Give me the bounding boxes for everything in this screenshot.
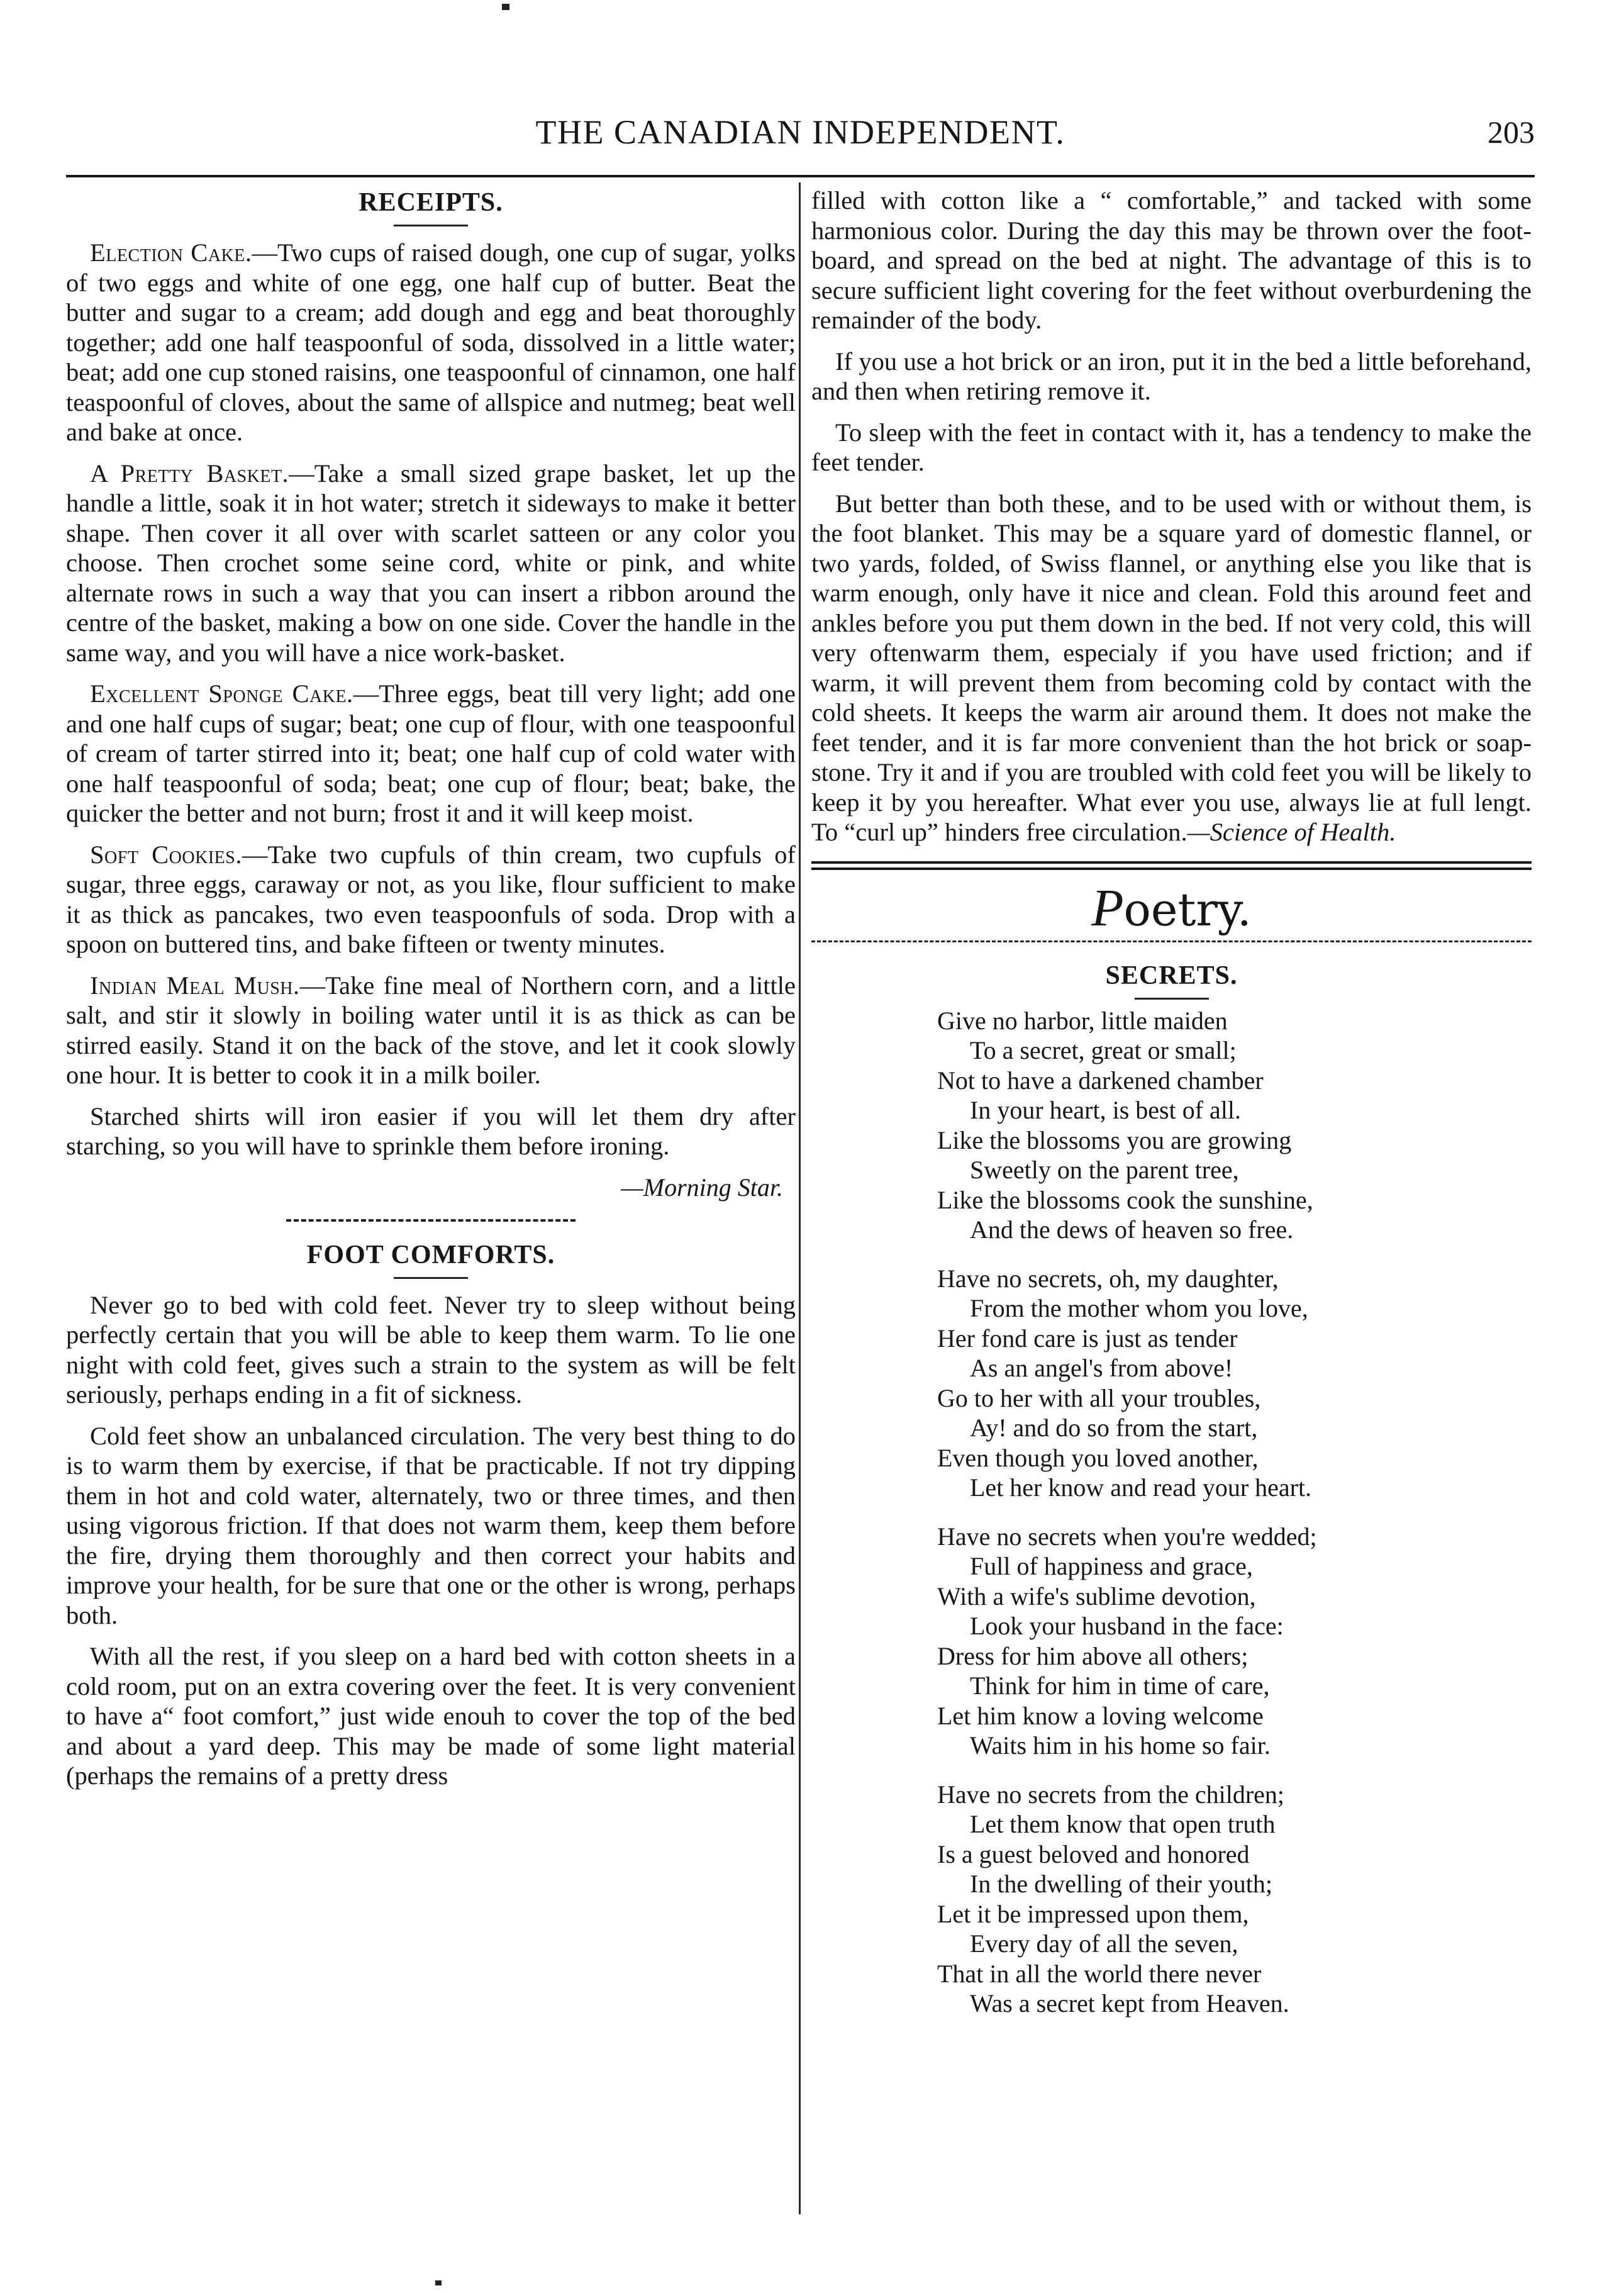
receipts-credit: —Morning Star. bbox=[621, 1173, 783, 1202]
poetry-rule bbox=[811, 940, 1532, 942]
double-rule-bottom bbox=[811, 868, 1532, 870]
print-speck bbox=[435, 2280, 442, 2285]
foot-comforts-heading: FOOT COMFORTS. bbox=[306, 1240, 555, 1269]
poem-line: Think for him in time of care, bbox=[970, 1671, 1270, 1700]
receipts-heading: RECEIPTS. bbox=[359, 188, 503, 217]
poem-line: Have no secrets from the children; bbox=[937, 1780, 1285, 1809]
recipe-soft-cookies: Soft Cookies.—Take two cupfuls of thin cream, two cupfuls of sugar, three eggs, caraway or not, as you like, flour sufficient to make it as thick as pancakes, two even teaspoonfuls of soda. Drop with a spoon on buttered tins, and bake fifteen or twenty minutes. bbox=[66, 840, 796, 958]
header-rule bbox=[66, 175, 1535, 177]
poem-line: Like the blossoms cook the sunshine, bbox=[937, 1185, 1313, 1214]
foot-comforts-credit: —Science of Health. bbox=[1187, 818, 1396, 846]
poem-line: Go to her with all your troubles, bbox=[937, 1383, 1261, 1412]
foot-comforts-paragraph: Never go to bed with cold feet. Never try to sleep without being perfectly certain that you will be able to keep them warm. To lie one night with cold feet, gives such a strain to the system as will be felt seriously, perhaps ending in a fit of sickness. bbox=[66, 1290, 796, 1409]
foot-comforts-paragraph: But better than both these, and to be used with or without them, is the foot blanket. This may be a square yard of domestic flannel, or two yards, folded, of Swiss flannel, or anything else you like that is warm enough, only have it nice and clean. Fold this around feet and ankles before you put them down in the bed. If not very cold, this will very oftenwarm them, especialy if you have used friction; and if warm, it will prevent them from becoming cold by contact with the cold sheets. It keeps the warm air around them. It does not make the feet tender, and it is far more convenient than the hot brick or soap-stone. Try it and if you are troubled with cold feet you will be likely to keep it by you hereafter. What ever you use, always lie at full lengt. To “curl up” hinders free circulation.—Science of Health. bbox=[811, 489, 1532, 846]
print-speck bbox=[502, 4, 509, 10]
poem-line: Like the blossoms you are growing bbox=[937, 1125, 1292, 1154]
poem-line: Give no harbor, little maiden bbox=[937, 1006, 1228, 1035]
right-column bbox=[811, 186, 1532, 2038]
poetry-section-title: Poetry. bbox=[1091, 878, 1252, 937]
poem-line: Let him know a loving welcome bbox=[937, 1701, 1264, 1730]
poem-line: Not to have a darkened chamber bbox=[937, 1066, 1264, 1095]
page-number: 203 bbox=[1488, 114, 1535, 150]
poem-line: As an angel's from above! bbox=[970, 1354, 1233, 1382]
poem-stanza bbox=[937, 1006, 1532, 1245]
poem-line: Let her know and read your heart. bbox=[970, 1473, 1312, 1502]
left-column bbox=[66, 186, 796, 1802]
poem-line: And the dews of heaven so free. bbox=[970, 1215, 1294, 1244]
poem-line: Look your husband in the face: bbox=[970, 1612, 1284, 1640]
poem-line: Have no secrets when you're wedded; bbox=[937, 1522, 1317, 1551]
double-rule-top bbox=[811, 861, 1532, 864]
foot-comforts-paragraph: Cold feet show an unbalanced circulation. The very best thing to do is to warm them by exercise, if that be practicable. If not try dipping them in hot and cold water, alternately, two or three times, and then using vigorous friction. If that does not warm them, keep them before the fire, drying them thoroughly and then correct your habits and improve your health, for be sure that one or the other is wrong, perhaps both. bbox=[66, 1421, 796, 1629]
recipe-election-cake: Election Cake.—Two cups of raised dough, one cup of sugar, yolks of two eggs and white of one egg, one half cup of butter. Beat the butter and sugar to a cream; add dough and egg and beat thoroughly together; add one half teaspoonful of soda, dissolved in a little water; beat; add one cup stoned raisins, one teaspoonful of cinnamon, one half teaspoonful of cloves, about the same of allspice and nutmeg; beat well and bake at once. bbox=[66, 238, 796, 446]
foot-comforts-paragraph: With all the rest, if you sleep on a hard bed with cotton sheets in a cold room, put on an extra covering over the feet. It is very convenient to have a“ foot comfort,” just wide enouh to cover the top of the bed and about a yard deep. This may be made of some light material (perhaps the remains of a pretty dress bbox=[66, 1642, 796, 1790]
poem-line: Dress for him above all others; bbox=[937, 1641, 1249, 1670]
poem-line: Sweetly on the parent tree, bbox=[970, 1156, 1239, 1184]
poem-line: Let them know that open truth bbox=[970, 1810, 1276, 1838]
foot-comforts-paragraph: To sleep with the feet in contact with it, has a tendency to make the feet tender. bbox=[811, 418, 1532, 476]
poem-line: Even though you loved another, bbox=[937, 1443, 1259, 1472]
recipe-pretty-basket: A Pretty Basket.—Take a small sized grape basket, let up the handle a little, soak it in hot water; stretch it sideways to make it better shape. Then cover it all over with scarlet satteen or any color you choose. Then crochet some seine cord, white or pink, and white alternate rows in such a way that you can insert a ribbon around the centre of the basket, making a bow on one side. Cover the handle in the same way, and you will have a nice work-basket. bbox=[66, 459, 796, 667]
poem-line: From the mother whom you love, bbox=[970, 1294, 1308, 1322]
column-divider bbox=[799, 182, 801, 2214]
poem-stanza bbox=[937, 1264, 1532, 1503]
poem-line: Was a secret kept from Heaven. bbox=[970, 1989, 1289, 2017]
heading-rule bbox=[1135, 998, 1209, 1000]
poem-line: With a wife's sublime devotion, bbox=[937, 1582, 1256, 1610]
poem-title: SECRETS. bbox=[1105, 961, 1238, 990]
foot-comforts-continued: filled with cotton like a “ comfortable,” and tacked with some harmonious color. During the day this may be thrown over the foot-board, and spread on the bed at night. The advantage of this is to secure sufficient light covering for the feet without overburdening the remainder of the body. bbox=[811, 186, 1532, 334]
poem-line: Her fond care is just as tender bbox=[937, 1324, 1238, 1353]
poem-line: Have no secrets, oh, my daughter, bbox=[937, 1264, 1279, 1293]
tip-starched-shirts: Starched shirts will iron easier if you will let them dry after starching, so you will have to sprinkle them before ironing. bbox=[66, 1102, 796, 1160]
heading-rule bbox=[394, 1277, 468, 1279]
recipe-sponge-cake: Excellent Sponge Cake.—Three eggs, beat till very light; add one and one half cups of sugar; beat; one cup of flour, with one teaspoonful of cream of tarter stirred into it; beat; one half cup of cold water with one half teaspoonful of soda; beat; one cup of flour; beat; bake, the quicker the better and not burn; frost it and it will keep moist. bbox=[66, 679, 796, 827]
poem-line: Ay! and do so from the start, bbox=[970, 1414, 1258, 1442]
poem-stanza bbox=[937, 1522, 1532, 1761]
poem-line: In your heart, is best of all. bbox=[970, 1096, 1241, 1124]
poem-line: Full of happiness and grace, bbox=[970, 1552, 1253, 1580]
poem-line: Let it be impressed upon them, bbox=[937, 1899, 1249, 1928]
heading-rule bbox=[394, 225, 468, 226]
masthead: THE CANADIAN INDEPENDENT. bbox=[535, 113, 1065, 151]
poem-secrets bbox=[937, 1006, 1532, 2019]
poem-line: That in all the world there never bbox=[937, 1959, 1262, 1988]
poem-line: Every day of all the seven, bbox=[970, 1929, 1238, 1958]
poem-stanza bbox=[937, 1780, 1532, 2019]
page-header bbox=[66, 113, 1535, 151]
section-separator bbox=[286, 1219, 576, 1222]
poem-line: Waits him in his home so fair. bbox=[970, 1731, 1271, 1760]
foot-comforts-paragraph: If you use a hot brick or an iron, put it in the bed a little beforehand, and then when retiring remove it. bbox=[811, 347, 1532, 405]
poem-line: Is a guest beloved and honored bbox=[937, 1839, 1250, 1868]
poem-line: In the dwelling of their youth; bbox=[970, 1870, 1273, 1898]
poem-line: To a secret, great or small; bbox=[970, 1036, 1237, 1064]
recipe-indian-meal-mush: Indian Meal Mush.—Take fine meal of Northern corn, and a little salt, and stir it slowly in boiling water until it is as thick as can be stirred easily. Stand it on the back of the stove, and let it cook slowly one hour. It is better to cook it in a milk boiler. bbox=[66, 971, 796, 1089]
